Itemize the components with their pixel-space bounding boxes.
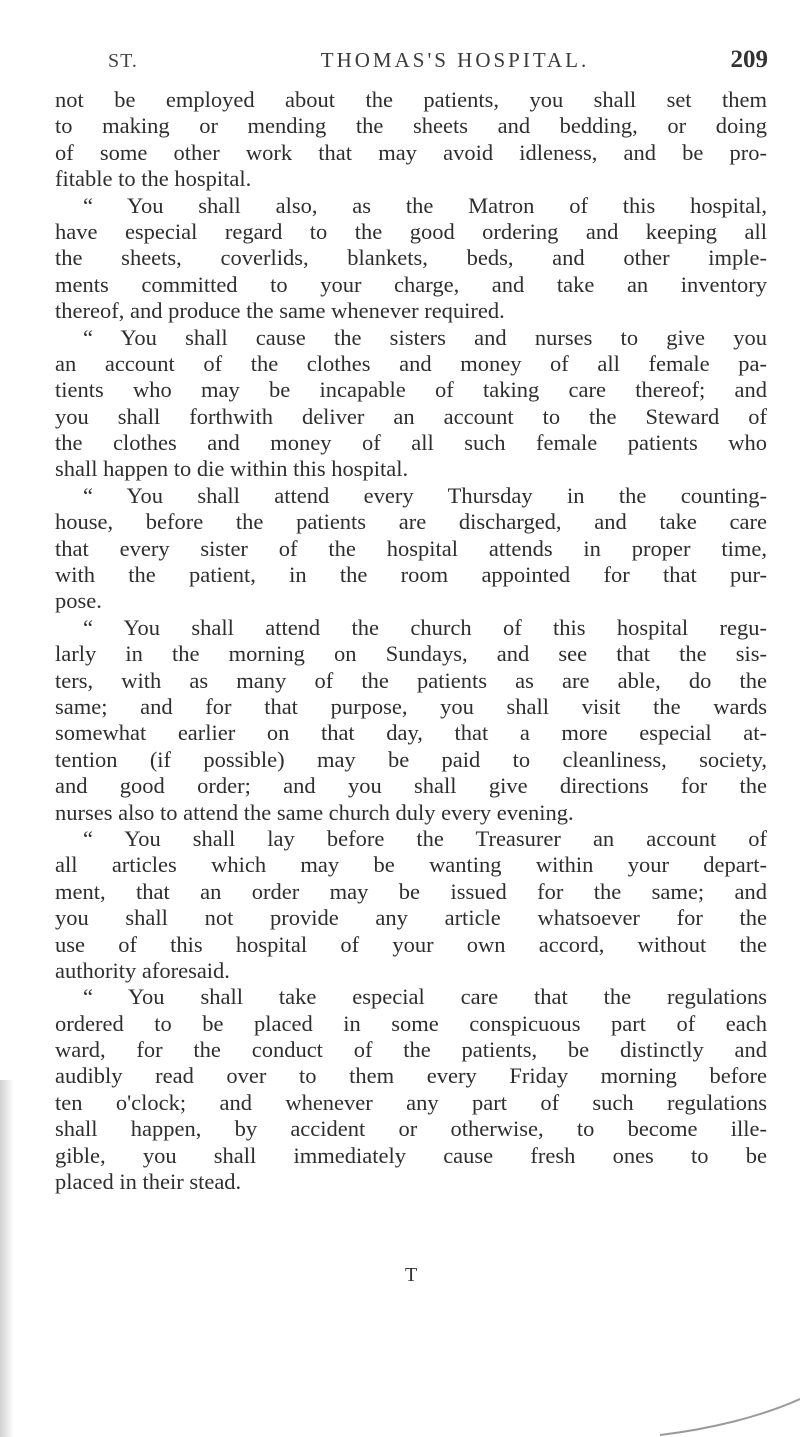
text-line: use of this hospital of your own accord, without the: [55, 931, 767, 957]
text-line: ten o'clock; and whenever any part of such regulations: [55, 1089, 767, 1115]
running-head-prefix: ST.: [108, 50, 138, 72]
text-line: fitable to the hospital.: [55, 166, 252, 192]
text-line: gible, you shall immediately cause fresh ones to be: [55, 1142, 767, 1168]
page-number: 209: [730, 46, 768, 73]
text-line: of some other work that may avoid idleness, and be pro-: [55, 139, 767, 165]
text-line: “ You shall attend the church of this hospital regu-: [83, 614, 767, 640]
text-line: ment, that an order may be issued for the same; and: [55, 878, 767, 904]
text-line: house, before the patients are discharged, and take care: [55, 509, 767, 535]
text-line: ters, with as many of the patients as are able, do the: [55, 667, 767, 693]
text-line: somewhat earlier on that day, that a more especial at-: [55, 720, 767, 746]
text-line: all articles which may be wanting within your depart-: [55, 852, 767, 878]
text-line: “ You shall take especial care that the regulations: [83, 984, 767, 1010]
text-line: nurses also to attend the same church duly every evening.: [55, 799, 574, 825]
text-line: ward, for the conduct of the patients, be distinctly and: [55, 1037, 767, 1063]
text-line: tients who may be incapable of taking care thereof; and: [55, 377, 767, 403]
text-line: “ You shall also, as the Matron of this hospital,: [83, 192, 767, 218]
text-line: audibly read over to them every Friday morning before: [55, 1063, 767, 1089]
text-line: ments committed to your charge, and take an inventory: [55, 271, 767, 297]
text-line: you shall not provide any article whatsoever for the: [55, 905, 767, 931]
text-line: the sheets, coverlids, blankets, beds, and other imple-: [55, 245, 767, 271]
text-line: “ You shall attend every Thursday in the counting-: [83, 482, 767, 508]
text-line: thereof, and produce the same whenever required.: [55, 298, 505, 324]
running-head: [50, 48, 770, 78]
page-corner-stroke: [660, 1377, 800, 1437]
running-head-title-text: THOMAS'S HOSPITAL.: [320, 48, 590, 72]
signature-mark: T: [405, 1264, 418, 1286]
text-line: an account of the clothes and money of all female pa-: [55, 350, 767, 376]
text-line: same; and for that purpose, you shall visit the wards: [55, 693, 767, 719]
text-line: “ You shall lay before the Treasurer an account of: [83, 825, 767, 851]
text-line: larly in the morning on Sundays, and see that the sis-: [55, 641, 767, 667]
text-line: not be employed about the patients, you shall set them: [55, 87, 767, 112]
running-head-title: [50, 48, 770, 73]
text-line: pose.: [55, 588, 102, 614]
text-line: ordered to be placed in some conspicuous part of each: [55, 1010, 767, 1036]
binding-shadow: [0, 1080, 14, 1437]
text-line: that every sister of the hospital attends in proper time,: [55, 535, 767, 561]
text-line: shall happen, by accident or otherwise, to become ille-: [55, 1116, 767, 1142]
text-line: have especial regard to the good ordering and keeping all: [55, 218, 767, 244]
text-line: and good order; and you shall give directions for the: [55, 773, 767, 799]
text-line: the clothes and money of all such female patients who: [55, 430, 767, 456]
body-text: [55, 87, 767, 1195]
text-line: tention (if possible) may be paid to cleanliness, society,: [55, 746, 767, 772]
text-line: you shall forthwith deliver an account to the Steward of: [55, 403, 767, 429]
text-line: to making or mending the sheets and bedding, or doing: [55, 113, 767, 139]
text-line: authority aforesaid.: [55, 957, 230, 983]
text-line: shall happen to die within this hospital.: [55, 456, 409, 482]
text-line: placed in their stead.: [55, 1169, 242, 1195]
text-line: “ You shall cause the sisters and nurses to give you: [83, 324, 767, 350]
text-line: with the patient, in the room appointed for that pur-: [55, 562, 767, 588]
